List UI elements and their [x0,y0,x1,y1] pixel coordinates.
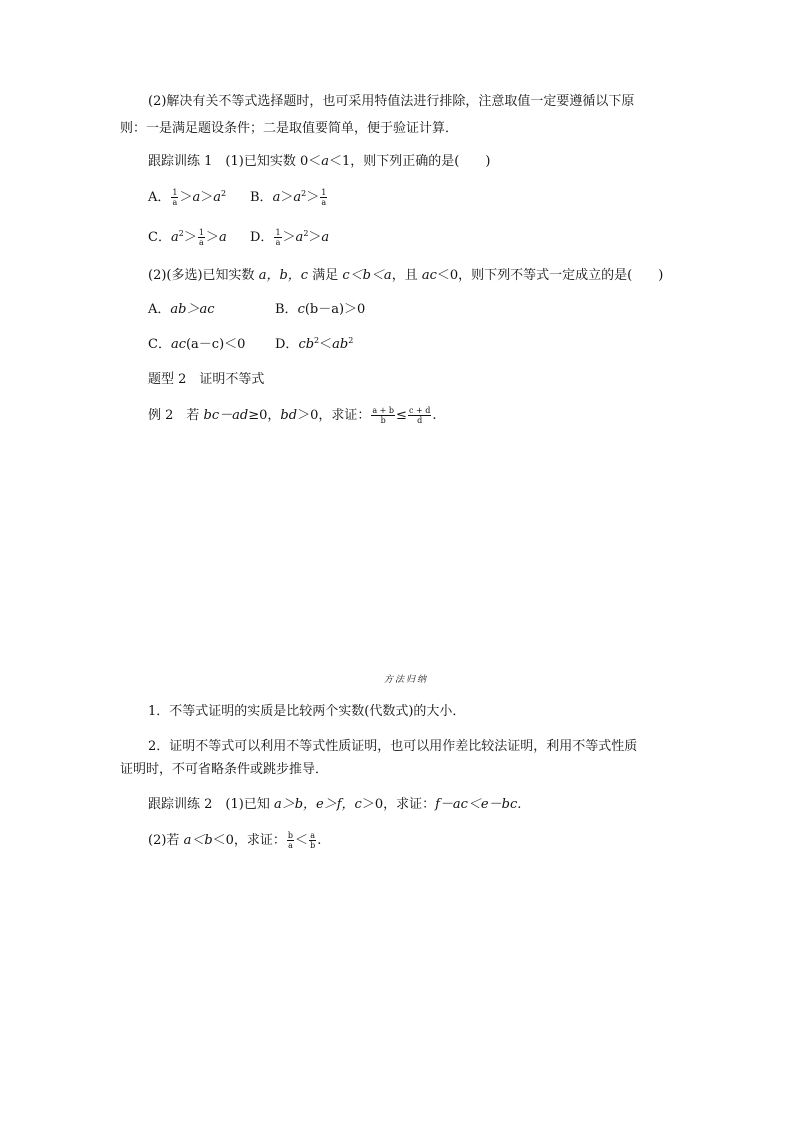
method-point-2-line-2: 证明时，不可省略条件或跳步推导． [120,762,329,777]
example2: 例 2 若 bc－ad≥0，bd＞0，求证： $\frac{a + b}{b}$ ≤ $\frac{c + d}{d}$ . [148,406,437,425]
fraction: $\frac{1}{a}$ [275,228,281,247]
method-heading: 方法归纳 [384,675,429,685]
exercise1-part2-question: (2)(多选)已知实数 a，b，c 满足 c＜b＜a，且 ac＜0，则下列不等式一定成立的是( ) [148,268,664,283]
exercise2-part2: (2)若 a＜b＜0，求证： $\frac{b}{a}$ ＜ $\frac{a}{b}$ . [148,831,322,850]
exercise1-part2-option-a: A．ab＞ac [148,302,215,317]
exercise1-part2-option-b: B．c(b－a)＞0 [275,302,366,317]
fraction: $\frac{1}{a}$ [321,188,327,207]
fraction: $\frac{1}{a}$ [172,188,178,207]
exercise2-part1: 跟踪训练 2 (1)已知 a＞b，e＞f，c＞0，求证：f－ac＜e－bc. [148,797,522,812]
fraction: $\frac{b}{a}$ [287,831,294,850]
exercise1-option-a: A． $\frac{1}{a}$ $>a>a^2$ [148,188,227,207]
fraction: $\frac{1}{a}$ [198,228,204,247]
method-point-2-line-1: 2．证明不等式可以利用不等式性质证明，也可以用作差比较法证明，利用不等式性质 [148,739,638,754]
fraction: $\frac{c + d}{d}$ [408,406,431,425]
method-point-1: 1．不等式证明的实质是比较两个实数(代数式)的大小． [148,704,466,719]
exercise1-title: 跟踪训练 1 (1)已知实数 0＜a＜1，则下列正确的是( ) [148,154,491,169]
type2-title: 题型 2 证明不等式 [148,372,265,387]
exercise1-option-b: B．$a>a^2>$ $\frac{1}{a}$ [250,188,327,207]
fraction: $\frac{a + b}{b}$ [372,406,395,425]
exercise1-option-d: D． $\frac{1}{a}$ $>a^2>a$ [250,228,330,247]
exercise1-part2-option-d: D．$cb^2<ab^2$ [275,336,354,352]
exercise1-part2-option-c: C．ac(a－c)＜0 [148,337,246,352]
intro-line-1: (2)解决有关不等式选择题时，也可采用特值法进行排除，注意取值一定要遵循以下原 [148,94,635,109]
intro-line-2: 则：一是满足题设条件；二是取值要简单，便于验证计算． [120,121,459,136]
fraction: $\frac{a}{b}$ [310,831,316,850]
exercise1-option-c: C．$a^2>$ $\frac{1}{a}$ ＞a [148,228,227,247]
